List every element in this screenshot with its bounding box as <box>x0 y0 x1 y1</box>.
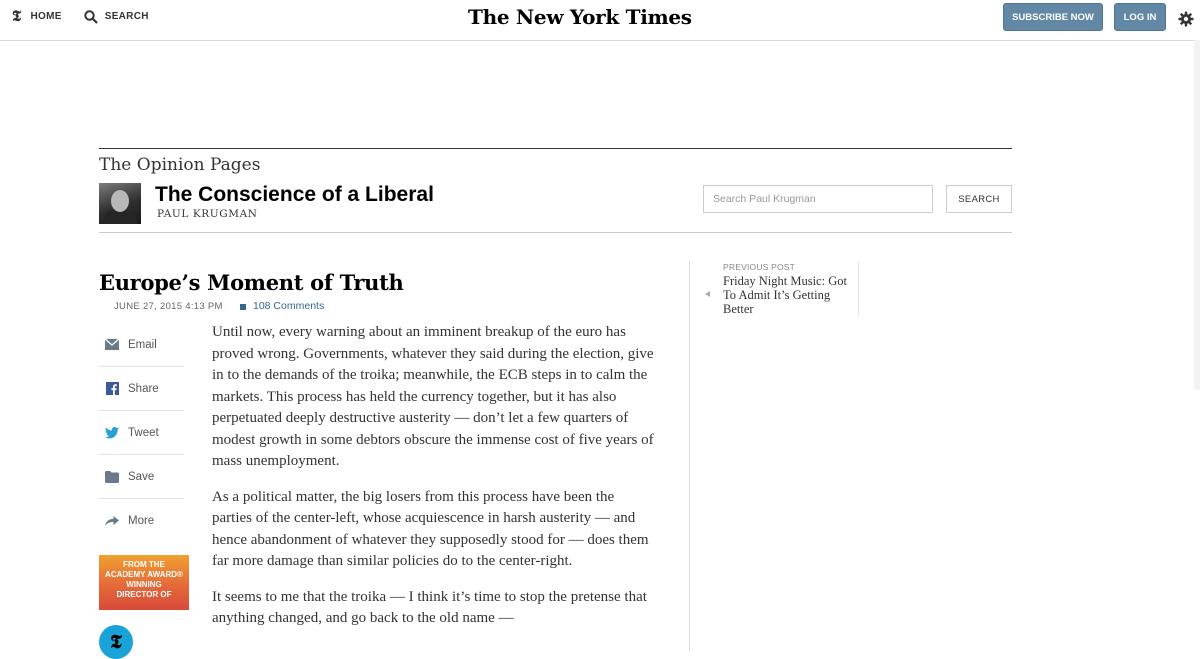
article-paragraph: It seems to me that the troika — I think it’s time to stop the pretense that anything changed, and go back to the old name — <box>212 588 647 626</box>
save-icon <box>105 470 119 484</box>
search-link[interactable] <box>84 10 149 24</box>
search-icon <box>84 10 98 24</box>
ad-line-4: DIRECTOR OF <box>116 590 172 599</box>
home-link[interactable] <box>12 9 62 24</box>
share-facebook-label: Share <box>128 382 159 395</box>
rail-divider <box>689 261 690 651</box>
home-label: HOME <box>30 11 62 22</box>
section-title[interactable]: The Opinion Pages <box>99 155 261 175</box>
author-avatar <box>99 183 141 224</box>
facebook-icon <box>105 382 119 396</box>
share-save[interactable] <box>99 455 184 499</box>
share-facebook[interactable] <box>99 367 184 411</box>
ad-line-3: WINNING <box>126 580 162 589</box>
share-tools <box>99 323 184 543</box>
login-button[interactable]: LOG IN <box>1114 3 1166 31</box>
comments-link[interactable] <box>240 300 324 312</box>
share-more-label: More <box>128 515 155 527</box>
share-email-label: Email <box>128 338 157 351</box>
nyt-logo[interactable]: The New York Times <box>468 5 692 29</box>
header-divider <box>99 232 1012 233</box>
subscribe-button[interactable]: SUBSCRIBE NOW <box>1003 3 1103 31</box>
advertisement-banner[interactable] <box>99 555 189 610</box>
section-rule <box>99 148 1012 149</box>
rail-item-divider <box>858 261 859 316</box>
previous-post-link[interactable] <box>705 262 857 316</box>
comment-icon <box>240 304 246 310</box>
nyt-t-badge-icon[interactable]: 𝕿 <box>99 625 133 659</box>
article-paragraph: Until now, every warning about an imminent breakup of the euro has proved wrong. Governments, whatever they said during the election, give in to the demands of the troika; meanwhile, the ECB steps in to calm the markets. This process has held the currency together, but it has also perpetuated deeply destructive austerity — don’t let a few quarters of modest growth in some debtors obscure the immense cost of five years of mass unemployment. <box>212 324 654 469</box>
article-paragraph: As a political matter, the big losers from this process have been the parties of the center-left, whose acquiescence in harsh austerity — and hence abandonment of whatever they supposedly stood for — does them far more damage than similar policies do to the center-right. <box>212 488 649 569</box>
blog-search-input[interactable] <box>703 185 933 213</box>
article-headline: Europe’s Moment of Truth <box>99 270 404 295</box>
more-arrow-icon <box>105 514 119 528</box>
nyt-t-icon: 𝕿 <box>12 7 22 25</box>
masthead-bar <box>0 0 1200 41</box>
share-twitter[interactable] <box>99 411 184 455</box>
page-scrollbar[interactable] <box>1194 40 1200 390</box>
previous-arrow-icon <box>705 291 710 297</box>
blog-search-button[interactable]: SEARCH <box>946 185 1012 213</box>
share-email[interactable] <box>99 323 184 367</box>
comments-count: 108 Comments <box>253 300 325 312</box>
blog-author[interactable]: PAUL KRUGMAN <box>157 208 258 220</box>
masthead-left-nav <box>12 9 149 24</box>
search-label: SEARCH <box>104 11 149 22</box>
previous-post-label: PREVIOUS POST <box>723 262 796 272</box>
article-dateline: JUNE 27, 2015 4:13 PM <box>114 301 223 312</box>
share-more[interactable] <box>99 499 184 543</box>
twitter-icon <box>105 426 119 440</box>
share-save-label: Save <box>128 470 155 483</box>
gear-icon[interactable] <box>1178 11 1194 27</box>
ad-line-2: ACADEMY AWARD® <box>105 570 183 579</box>
ad-line-1: FROM THE <box>123 560 165 569</box>
article-body <box>212 322 657 644</box>
email-icon <box>105 338 119 352</box>
previous-post-title: Friday Night Music: Got To Admit It’s Getting Better <box>723 274 847 316</box>
share-twitter-label: Tweet <box>128 426 159 439</box>
blog-title[interactable]: The Conscience of a Liberal <box>155 183 434 206</box>
